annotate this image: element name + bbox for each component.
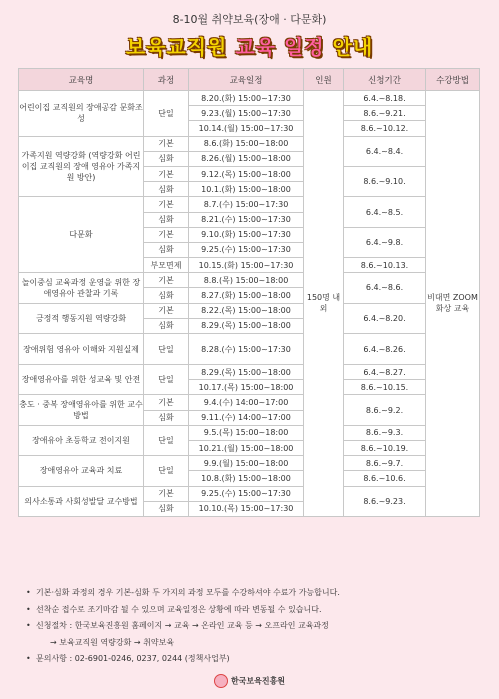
table-row <box>19 334 480 365</box>
course-type: 심화 <box>144 288 189 303</box>
application-period: 6.4.~8.26. <box>344 334 426 365</box>
application-period: 6.4.~8.20. <box>344 303 426 333</box>
session-date: 10.21.(월) 15:00~18:00 <box>189 440 304 455</box>
session-date: 10.14.(월) 15:00~17:30 <box>189 121 304 136</box>
header-method: 수강방법 <box>426 69 480 91</box>
course-name: 장애영유아를 위한 성교육 및 안전 <box>19 365 144 395</box>
note-item: • 기본·심화 과정의 경우 기본-심화 두 가지의 과정 모두를 수강하셔야 수료가 가능합니다. <box>26 585 340 602</box>
application-period: 8.6.~9.21. <box>344 106 426 121</box>
application-period: 8.6.~9.23. <box>344 486 426 516</box>
course-type: 부모면제 <box>144 258 189 273</box>
course-name: 다문화 <box>19 197 144 273</box>
session-date: 8.26.(월) 15:00~18:00 <box>189 151 304 166</box>
course-type: 단일 <box>144 334 189 365</box>
table-row <box>19 91 480 106</box>
table-row <box>19 395 480 410</box>
course-type: 기본 <box>144 227 189 242</box>
application-period: 8.6.~9.2. <box>344 395 426 425</box>
application-period: 6.4.~8.6. <box>344 273 426 303</box>
org-logo-icon <box>214 674 228 688</box>
course-type: 단일 <box>144 365 189 395</box>
session-date: 9.10.(화) 15:00~17:30 <box>189 227 304 242</box>
course-type: 기본 <box>144 303 189 318</box>
course-type: 기본 <box>144 166 189 181</box>
application-period: 6.4.~8.18. <box>344 91 426 106</box>
header-application-period: 신청기간 <box>344 69 426 91</box>
header-course-type: 과정 <box>144 69 189 91</box>
course-name: 놀이중심 교육과정 운영을 위한 장애영유아 관찰과 기록 <box>19 273 144 303</box>
application-period: 8.6.~10.19. <box>344 440 426 455</box>
course-type: 단일 <box>144 456 189 486</box>
course-type: 심화 <box>144 318 189 333</box>
course-name: 충도 · 중복 장애영유아를 위한 교수방법 <box>19 395 144 425</box>
application-period: 8.6.~10.15. <box>344 380 426 395</box>
header-capacity: 인원 <box>304 69 344 91</box>
course-type: 단일 <box>144 425 189 455</box>
header-schedule: 교육일정 <box>189 69 304 91</box>
table-row <box>19 273 480 288</box>
course-type: 단일 <box>144 91 189 137</box>
session-date: 9.25.(수) 15:00~17:30 <box>189 486 304 501</box>
session-date: 10.1.(화) 15:00~18:00 <box>189 182 304 197</box>
note-item-continued: → 보육교직원 역량강화 → 취약보육 <box>50 637 175 647</box>
course-type: 심화 <box>144 242 189 257</box>
session-date: 8.29.(목) 15:00~18:00 <box>189 365 304 380</box>
table-row <box>19 303 480 318</box>
table-row <box>19 486 480 501</box>
session-date: 8.27.(화) 15:00~18:00 <box>189 288 304 303</box>
session-date: 10.8.(화) 15:00~18:00 <box>189 471 304 486</box>
notes-list <box>26 585 340 668</box>
footer <box>0 674 499 688</box>
session-date: 9.23.(월) 15:00~17:30 <box>189 106 304 121</box>
note-item: • 문의사항 : 02-6901-0246, 0237, 0244 (정책사업부) <box>26 651 340 668</box>
table-row <box>19 456 480 471</box>
course-type: 심화 <box>144 410 189 425</box>
course-name: 장애유아 초등학교 전이지원 <box>19 425 144 455</box>
application-period: 6.4.~8.5. <box>344 197 426 227</box>
course-name: 긍정적 행동지원 역량강화 <box>19 303 144 333</box>
note-item: • 선착순 접수로 조기마감 될 수 있으며 교육일정은 상황에 따라 변동될 수 있습니다. <box>26 602 340 619</box>
application-period: 8.6.~9.7. <box>344 456 426 471</box>
application-period: 8.6.~9.3. <box>344 425 426 440</box>
course-name: 가족지원 역량강화 (역량강화 어린이집 교직원의 장애 영유아 가족지원 방안) <box>19 136 144 197</box>
session-date: 9.4.(수) 14:00~17:00 <box>189 395 304 410</box>
application-period: 8.6.~10.6. <box>344 471 426 486</box>
course-name: 의사소통과 사회성발달 교수방법 <box>19 486 144 516</box>
application-period: 6.4.~8.4. <box>344 136 426 166</box>
page-title <box>0 31 499 60</box>
course-type: 심화 <box>144 182 189 197</box>
course-name: 장애영유아 교육과 치료 <box>19 456 144 486</box>
course-name: 어린이집 교직원의 장애공감 문화조성 <box>19 91 144 137</box>
title-part2: 교육 일정 <box>235 35 333 59</box>
application-period: 8.6.~10.12. <box>344 121 426 136</box>
table-row <box>19 136 480 151</box>
note-item: • 신청절차 : 한국보육진흥원 홈페이지 → 교육 → 온라인 교육 등 → 오프라인 교육과정 <box>26 618 340 635</box>
title-part1: 보육교직원 <box>125 35 236 59</box>
table-row <box>19 365 480 380</box>
session-date: 10.10.(목) 15:00~17:30 <box>189 501 304 516</box>
session-date: 8.20.(화) 15:00~17:30 <box>189 91 304 106</box>
session-date: 8.7.(수) 15:00~17:30 <box>189 197 304 212</box>
course-type: 심화 <box>144 212 189 227</box>
course-type: 기본 <box>144 273 189 288</box>
session-date: 8.28.(수) 15:00~17:30 <box>189 334 304 365</box>
session-date: 9.25.(수) 15:00~17:30 <box>189 242 304 257</box>
table-row <box>19 425 480 440</box>
capacity: 150명 내외 <box>304 91 344 517</box>
application-period: 6.4.~9.8. <box>344 227 426 257</box>
table-header-row <box>19 69 480 91</box>
session-date: 8.21.(수) 15:00~17:30 <box>189 212 304 227</box>
session-date: 8.8.(목) 15:00~18:00 <box>189 273 304 288</box>
session-date: 9.5.(목) 15:00~18:00 <box>189 425 304 440</box>
session-date: 9.9.(월) 15:00~18:00 <box>189 456 304 471</box>
session-date: 9.11.(수) 14:00~17:00 <box>189 410 304 425</box>
course-type: 기본 <box>144 136 189 151</box>
org-name: 한국보육진흥원 <box>230 676 286 686</box>
course-type: 기본 <box>144 486 189 501</box>
session-date: 8.22.(목) 15:00~18:00 <box>189 303 304 318</box>
application-period: 8.6.~9.10. <box>344 166 426 196</box>
application-period: 8.6.~10.13. <box>344 258 426 273</box>
course-type: 기본 <box>144 395 189 410</box>
session-date: 8.29.(목) 15:00~18:00 <box>189 318 304 333</box>
course-type: 심화 <box>144 151 189 166</box>
session-date: 8.6.(화) 15:00~18:00 <box>189 136 304 151</box>
session-date: 10.17.(목) 15:00~18:00 <box>189 380 304 395</box>
header-course-name: 교육명 <box>19 69 144 91</box>
course-method: 비대면 ZOOM 화상 교육 <box>426 91 480 517</box>
table-row <box>19 197 480 212</box>
application-period: 6.4.~8.27. <box>344 365 426 380</box>
schedule-table <box>18 68 480 517</box>
course-type: 심화 <box>144 501 189 516</box>
session-date: 10.15.(화) 15:00~17:30 <box>189 258 304 273</box>
title-part3: 안내 <box>332 35 374 59</box>
course-type: 기본 <box>144 197 189 212</box>
session-date: 9.12.(목) 15:00~18:00 <box>189 166 304 181</box>
course-name: 장애위험 영유아 이해와 지원실제 <box>19 334 144 365</box>
page-subtitle: 8-10월 취약보육(장애 · 다문화) <box>172 13 327 26</box>
